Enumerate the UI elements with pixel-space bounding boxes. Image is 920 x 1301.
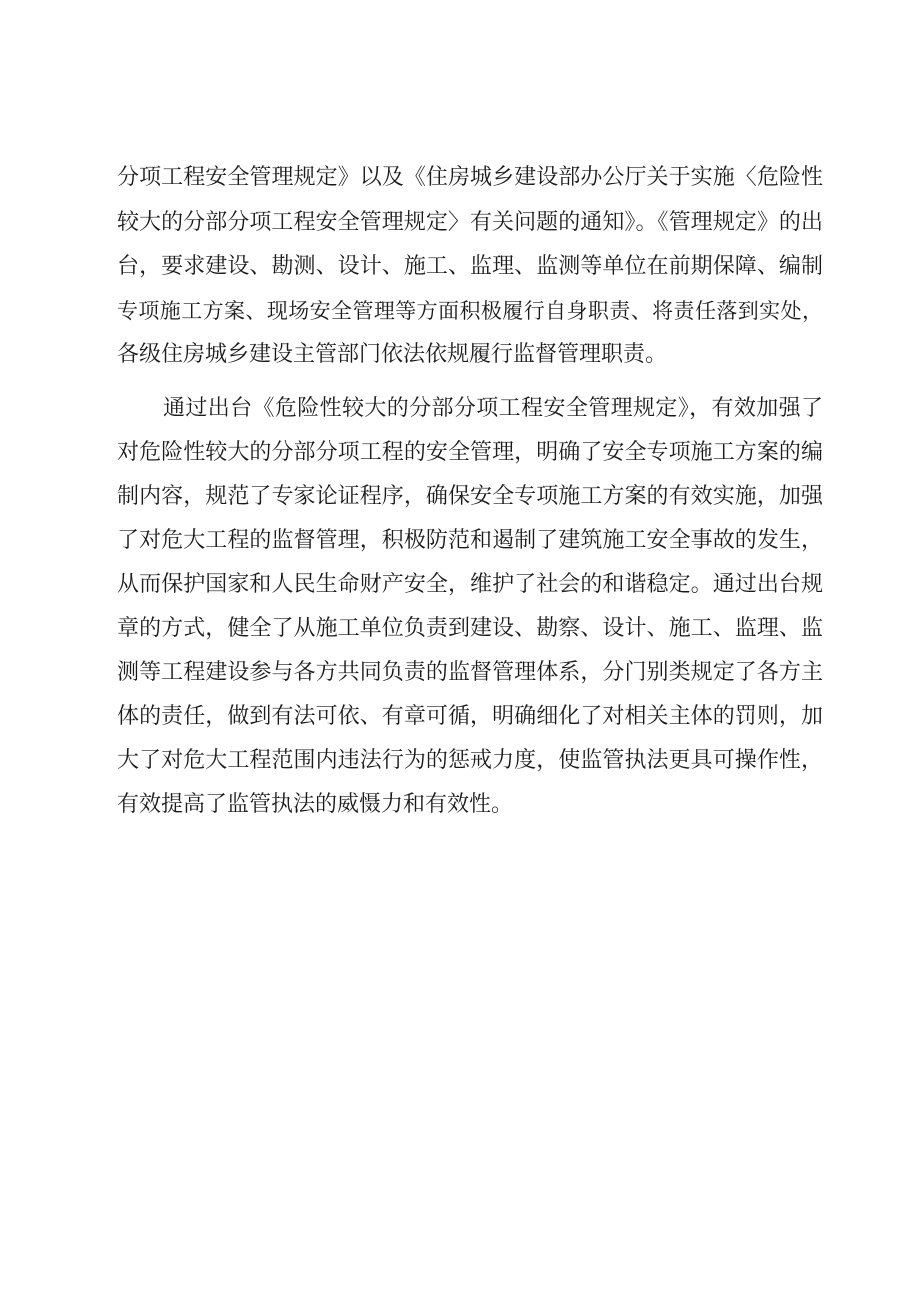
paragraph-2-line-5: 从而保护国家和人民生命财产安全，维护了社会的和谐稳定。通过出台规 [117, 572, 823, 597]
paragraph-2-line-7: 测等工程建设参与各方共同负责的监督管理体系，分门别类规定了各方主 [117, 660, 823, 685]
paragraph-2-line-6: 章的方式，健全了从施工单位负责到建设、勘察、设计、施工、监理、监 [117, 616, 823, 641]
paragraph-1-line-3: 台，要求建设、勘测、设计、施工、监理、监测等单位在前期保障、编制 [117, 254, 823, 279]
paragraph-2-line-1: 通过出台《危险性较大的分部分项工程安全管理规定》，有效加强了 [163, 396, 823, 421]
paragraph-1-line-1: 分项工程安全管理规定》以及《住房城乡建设部办公厅关于实施〈危险性 [117, 165, 823, 190]
paragraph-1-line-4: 专项施工方案、现场安全管理等方面积极履行自身职责、将责任落到实处， [117, 299, 823, 323]
paragraph-1-line-2: 较大的分部分项工程安全管理规定〉有关问题的通知》。《管理规定》的出 [117, 210, 823, 235]
paragraph-2-line-10: 有效提高了监管执法的威慑力和有效性。 [117, 792, 514, 817]
paragraph-1-line-5: 各级住房城乡建设主管部门依法依规履行监督管理职责。 [117, 342, 668, 367]
paragraph-2-line-9: 大了对危大工程范围内违法行为的惩戒力度，使监管执法更具可操作性， [117, 748, 823, 773]
paragraph-2-line-3: 制内容，规范了专家论证程序，确保安全专项施工方案的有效实施，加强 [117, 484, 823, 509]
paragraph-2-line-2: 对危险性较大的分部分项工程的安全管理，明确了安全专项施工方案的编 [117, 440, 823, 465]
paragraph-2-line-8: 体的责任，做到有法可依、有章可循，明确细化了对相关主体的罚则，加 [117, 704, 823, 729]
paragraph-2-line-4: 了对危大工程的监督管理，积极防范和遏制了建筑施工安全事故的发生， [117, 528, 823, 553]
